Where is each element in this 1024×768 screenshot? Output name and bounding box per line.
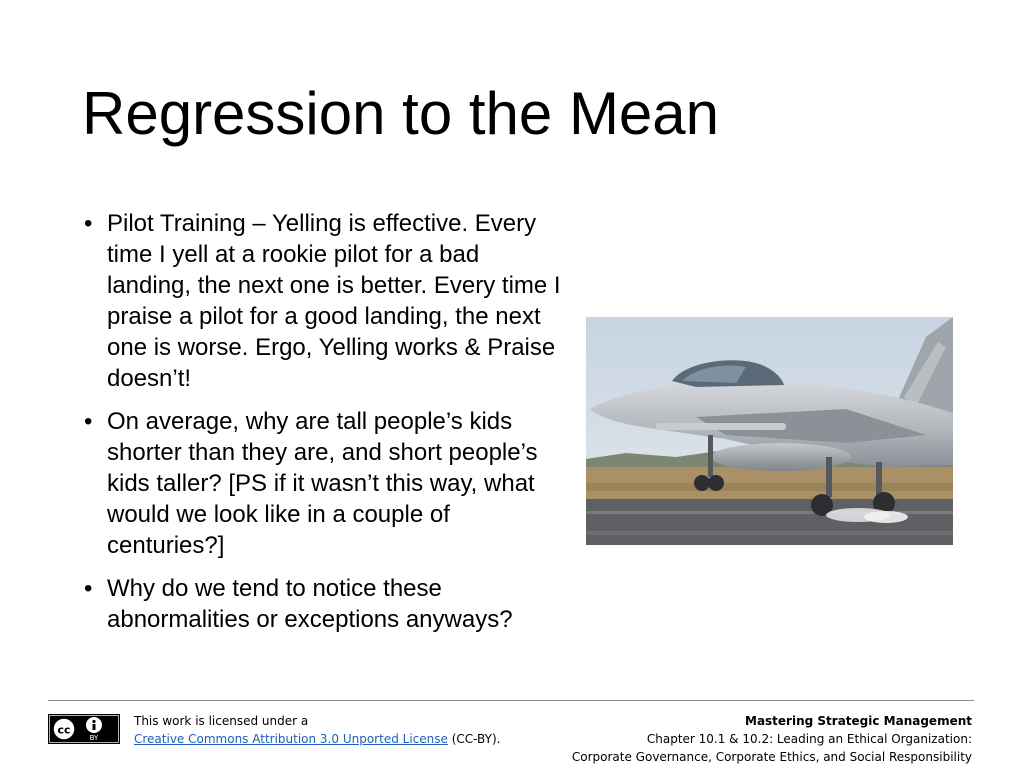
slide-title: Regression to the Mean: [82, 80, 720, 147]
bullet-text: Pilot Training – Yelling is effective. Every time I yell at a rookie pilot for a bad landing, the next one is better. Every time I praise a pilot for a good landing, the next one is worse. Ergo, Yelling works & Praise doesn’t!: [107, 210, 561, 392]
license-suffix: (CC-BY).: [447, 732, 501, 746]
chapter-subtitle: Corporate Governance, Corporate Ethics, and Social Responsibility: [571, 750, 972, 764]
bullet-item: [84, 406, 564, 561]
book-title: Mastering Strategic Management: [745, 714, 972, 728]
bullet-list: [84, 208, 564, 647]
book-info: [572, 712, 972, 766]
license-link[interactable]: Creative Commons Attribution 3.0 Unported License: [134, 732, 448, 746]
cc-by-license-icon: [48, 714, 120, 744]
svg-text:cc: cc: [57, 723, 71, 737]
bullet-marker: •: [84, 210, 93, 237]
bullet-item: [84, 573, 564, 635]
footer-divider: [48, 700, 974, 701]
license-prefix: This work is licensed under a: [134, 714, 309, 728]
cc-badge-text: BY: [89, 734, 99, 742]
bullet-text: On average, why are tall people’s kids shorter than they are, and short people’s kids taller? [PS if it wasn’t this way, what would we look like in a couple of centuries?]: [107, 408, 538, 559]
bullet-item: [84, 208, 564, 394]
fighter-jet-photo: [586, 317, 953, 545]
chapter-line: Chapter 10.1 & 10.2: Leading an Ethical Organization:: [646, 732, 972, 746]
license-notice: [134, 712, 500, 748]
bullet-marker: •: [84, 408, 93, 435]
bullet-text: Why do we tend to notice these abnormalities or exceptions anyways?: [107, 575, 513, 633]
bullet-marker: •: [84, 575, 93, 602]
